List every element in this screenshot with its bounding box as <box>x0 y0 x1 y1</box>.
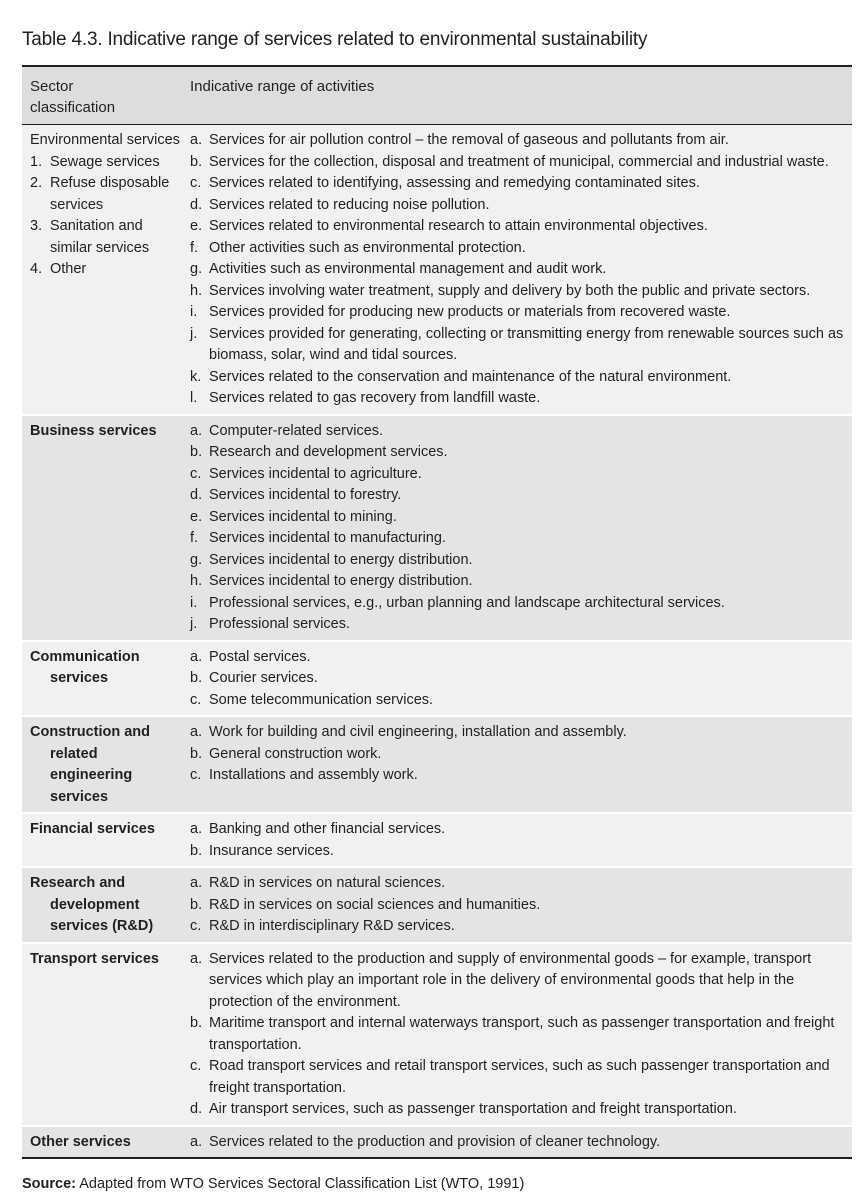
activities-cell <box>182 125 852 414</box>
activity-text: Services related to identifying, assessing and remedying contaminated sites. <box>209 175 700 191</box>
activity-text: Services involving water treatment, supply and delivery by both the public and private sectors. <box>209 282 811 299</box>
activity-text: Air transport services, such as passenger transportation and freight transportation. <box>209 1101 737 1117</box>
activity-letter: b. <box>190 444 203 460</box>
activities-cell <box>182 1127 852 1158</box>
activity-text: Services provided for producing new products or materials from recovered waste. <box>209 304 731 320</box>
activity-text: Services related to reducing noise pollution. <box>209 196 490 213</box>
activity-item <box>190 216 846 238</box>
activity-item <box>190 916 846 938</box>
activity-text: Some telecommunication services. <box>209 691 434 708</box>
activity-letter: e. <box>190 218 203 234</box>
activity-item <box>190 421 846 443</box>
activity-letter: k. <box>190 368 202 385</box>
activity-letter: j. <box>190 325 198 342</box>
activities-cell <box>182 717 852 812</box>
activities-cell <box>182 944 852 1125</box>
table-row <box>22 868 852 944</box>
header-col1-line2: classification <box>30 99 116 116</box>
sector-cell <box>22 814 182 866</box>
activity-letter: b. <box>190 153 203 170</box>
activity-item <box>190 324 846 367</box>
sector-subcategory: 3. Sanitation and similar services <box>30 218 150 256</box>
activities-cell <box>182 642 852 716</box>
activity-letter: a. <box>190 648 203 665</box>
activity-text: Other activities such as environmental protection. <box>209 239 526 256</box>
activity-item <box>190 1132 846 1154</box>
activity-text: Services related to gas recovery from landfill waste. <box>209 390 541 406</box>
activity-text: Services for air pollution control – the removal of gaseous and pollutants from air. <box>209 132 729 148</box>
activity-text: General construction work. <box>209 745 382 762</box>
activity-letter: c. <box>190 918 202 934</box>
activity-text: Services incidental to agriculture. <box>209 465 422 482</box>
activity-item <box>190 895 846 917</box>
activity-item <box>190 173 846 195</box>
activity-text: Computer-related services. <box>209 422 384 439</box>
sector-name: Communication services <box>30 648 140 686</box>
activity-item <box>190 507 846 529</box>
header-col1-line1: Sector <box>30 78 74 95</box>
activity-item <box>190 873 846 895</box>
sector-cell <box>22 125 182 414</box>
activity-item <box>190 302 846 324</box>
activity-text: Professional services. <box>209 616 351 632</box>
activity-letter: a. <box>190 875 203 891</box>
sector-subcategory: 2. Refuse disposable services <box>30 175 170 213</box>
activity-letter: e. <box>190 508 203 525</box>
activity-letter: b. <box>190 670 203 686</box>
activity-letter: a. <box>190 132 203 148</box>
sector-name: Environmental services <box>30 132 180 148</box>
activity-letter: h. <box>190 282 203 299</box>
activity-item <box>190 367 846 389</box>
activity-item <box>190 1013 846 1056</box>
table-row <box>22 416 852 642</box>
activity-letter: a. <box>190 821 203 837</box>
activity-letter: h. <box>190 573 203 589</box>
activity-item <box>190 259 846 281</box>
sector-name: Business services <box>30 422 157 439</box>
activity-item <box>190 949 846 1014</box>
activity-item <box>190 485 846 507</box>
activity-letter: d. <box>190 1101 203 1117</box>
activity-text: Services incidental to energy distribution. <box>209 551 473 568</box>
activity-text: Activities such as environmental management and audit work. <box>209 261 607 277</box>
activity-letter: i. <box>190 304 198 320</box>
activity-text: Services related to the production and provision of cleaner technology. <box>209 1133 661 1150</box>
activity-letter: a. <box>190 724 203 740</box>
activity-letter: l. <box>190 390 198 406</box>
sector-name: Transport services <box>30 950 159 967</box>
sector-subcategory: 4. Other <box>30 261 87 277</box>
activity-letter: c. <box>190 1058 202 1074</box>
table-row <box>22 125 852 416</box>
activity-item <box>190 1099 846 1121</box>
activities-cell <box>182 868 852 942</box>
sector-cell <box>22 416 182 640</box>
activity-item <box>190 647 846 669</box>
activity-text: R&D in services on social sciences and humanities. <box>209 896 541 913</box>
table-row <box>22 642 852 718</box>
activity-item <box>190 571 846 593</box>
activities-cell <box>182 416 852 640</box>
activity-letter: a. <box>190 422 203 439</box>
table-row <box>22 1127 852 1158</box>
activity-item <box>190 152 846 174</box>
activity-text: Services provided for generating, collecting or transmitting energy from renewable sources such as biomass, solar, wind and tidal sources. <box>209 325 844 363</box>
activity-letter: b. <box>190 842 203 859</box>
sector-name: Other services <box>30 1133 131 1150</box>
activity-text: Services incidental to energy distribution. <box>209 573 473 589</box>
activity-item <box>190 722 846 744</box>
activity-text: Courier services. <box>209 670 318 686</box>
activity-text: Installations and assembly work. <box>209 767 418 783</box>
activity-text: Services related to the production and supply of environmental goods – for example, transport services which play an important role in the delivery of environmental goods that help in the protection of the environment. <box>209 950 812 1010</box>
activity-text: Services related to environmental research to attain environmental objectives. <box>209 218 708 234</box>
table-caption: Table 4.3. Indicative range of services related to environmental sustainability <box>22 29 648 50</box>
activities-cell <box>182 814 852 866</box>
source-label: Source: <box>22 1176 76 1192</box>
activity-letter: b. <box>190 1015 203 1031</box>
activity-text: Services for the collection, disposal and treatment of municipal, commercial and industrial waste. <box>209 153 829 170</box>
activity-letter: a. <box>190 950 203 967</box>
activity-text: R&D in services on natural sciences. <box>209 875 446 891</box>
activity-text: Services incidental to mining. <box>209 508 397 525</box>
source-text: Adapted from WTO Services Sectoral Classification List (WTO, 1991) <box>76 1176 525 1192</box>
table-body <box>22 125 852 1157</box>
activity-letter: f. <box>190 239 199 256</box>
sector-name: Construction and related engineering services <box>30 724 151 805</box>
sector-name: Financial services <box>30 821 155 837</box>
activity-item <box>190 765 846 787</box>
activity-item <box>190 668 846 690</box>
activity-item <box>190 819 846 841</box>
activity-text: Work for building and civil engineering, installation and assembly. <box>209 724 627 740</box>
sector-cell <box>22 1127 182 1158</box>
activity-letter: c. <box>190 767 202 783</box>
activity-text: Road transport services and retail transport services, such as such passenger transportation and freight transportation. <box>209 1058 830 1096</box>
activity-letter: j. <box>190 616 198 632</box>
activity-letter: a. <box>190 1133 203 1150</box>
activity-item <box>190 442 846 464</box>
table-row <box>22 717 852 814</box>
services-table <box>22 65 852 1159</box>
sector-cell <box>22 944 182 1125</box>
activity-letter: b. <box>190 896 203 913</box>
activity-item <box>190 238 846 260</box>
activity-text: Maritime transport and internal waterways transport, such as passenger transportation and freight transportation. <box>209 1015 835 1053</box>
table-row <box>22 814 852 868</box>
activity-text: Research and development services. <box>209 444 448 460</box>
activity-letter: c. <box>190 465 202 482</box>
sector-name: Research and development services (R&D) <box>30 875 154 934</box>
activity-letter: c. <box>190 175 202 191</box>
activity-letter: c. <box>190 691 202 708</box>
activity-item <box>190 690 846 712</box>
activity-item <box>190 388 846 410</box>
activity-item <box>190 281 846 303</box>
activity-item <box>190 841 846 863</box>
activity-item <box>190 130 846 152</box>
activity-letter: i. <box>190 594 198 611</box>
activity-text: Banking and other financial services. <box>209 821 446 837</box>
activity-letter: g. <box>190 261 203 277</box>
activity-letter: g. <box>190 551 203 568</box>
activity-text: R&D in interdisciplinary R&D services. <box>209 918 455 934</box>
header-sector-classification <box>22 67 182 124</box>
source-note <box>22 1174 524 1194</box>
activity-item <box>190 614 846 636</box>
sector-cell <box>22 717 182 812</box>
activity-text: Insurance services. <box>209 842 334 859</box>
activity-letter: d. <box>190 196 203 213</box>
activity-item <box>190 528 846 550</box>
header-activities: Indicative range of activities <box>190 78 375 95</box>
activity-item <box>190 1056 846 1099</box>
activity-text: Services incidental to forestry. <box>209 487 402 503</box>
activity-letter: d. <box>190 487 203 503</box>
sector-subcategory: 1. Sewage services <box>30 153 160 170</box>
activity-item <box>190 744 846 766</box>
activity-item <box>190 195 846 217</box>
table-row <box>22 944 852 1127</box>
activity-text: Professional services, e.g., urban planning and landscape architectural services. <box>209 594 725 611</box>
activity-text: Postal services. <box>209 648 311 665</box>
activity-text: Services related to the conservation and maintenance of the natural environment. <box>209 368 732 385</box>
activity-letter: b. <box>190 745 203 762</box>
activity-item <box>190 464 846 486</box>
activity-text: Services incidental to manufacturing. <box>209 530 446 546</box>
table-header <box>22 67 852 125</box>
activity-letter: f. <box>190 530 199 546</box>
activity-item <box>190 593 846 615</box>
sector-cell <box>22 642 182 716</box>
sector-cell <box>22 868 182 942</box>
activity-item <box>190 550 846 572</box>
